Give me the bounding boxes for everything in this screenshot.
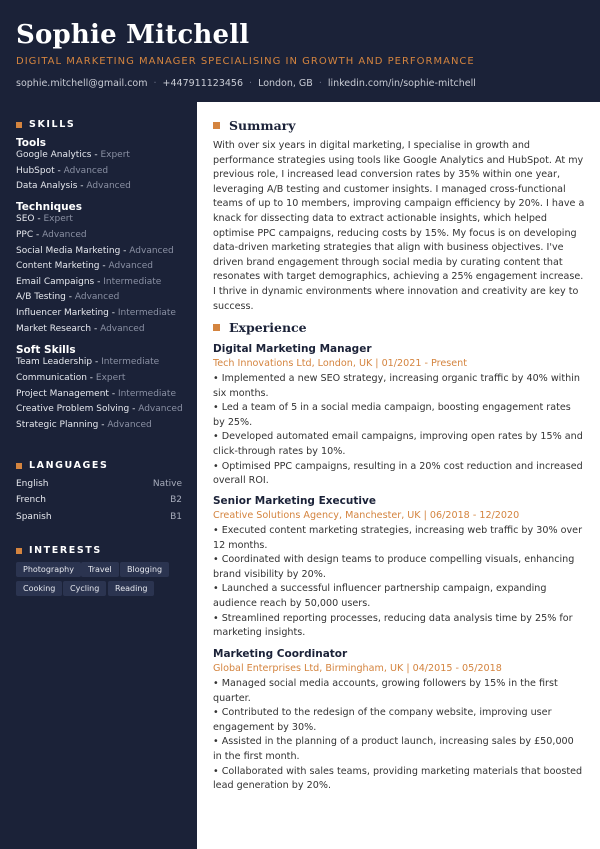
- interest-tag: Blogging: [120, 562, 169, 577]
- skill-item: Social Media Marketing - Advanced: [16, 246, 174, 256]
- skill-item: Project Management - Intermediate: [16, 389, 177, 399]
- job-bullet: • Coordinated with design teams to produce compelling visuals, enhancing brand visibility by 20%.: [213, 553, 585, 582]
- job-bullet: • Launched a successful influencer partnership campaign, expanding audience reach by 50,000 users.: [213, 582, 585, 611]
- skill-item: Strategic Planning - Advanced: [16, 420, 152, 430]
- job-bullets: [213, 677, 585, 794]
- soft-skills-heading: Soft Skills: [16, 344, 76, 356]
- job-bullets: [213, 524, 585, 641]
- interest-tag: Travel: [81, 562, 119, 577]
- techniques-heading: Techniques: [16, 201, 83, 213]
- skills-heading: SKILLS: [16, 119, 75, 130]
- skill-item: Email Campaigns - Intermediate: [16, 277, 162, 287]
- job-company-dates: Creative Solutions Agency, Manchester, UK | 06/2018 - 12/2020: [213, 510, 520, 521]
- candidate-subtitle: DIGITAL MARKETING MANAGER SPECIALISING IN GROWTH AND PERFORMANCE: [16, 56, 475, 67]
- skill-item: Google Analytics - Expert: [16, 150, 130, 160]
- section-marker-icon: [213, 122, 220, 129]
- language-item: English Native: [16, 479, 182, 489]
- interests-heading: INTERESTS: [16, 545, 102, 556]
- job-bullet: • Optimised PPC campaigns, resulting in a 20% cost reduction and increased overall ROI.: [213, 460, 585, 489]
- job-bullet: • Executed content marketing strategies, increasing web traffic by 30% over 12 months.: [213, 524, 585, 553]
- job-bullet: • Led a team of 5 in a social media campaign, boosting engagement rates by 25%.: [213, 401, 585, 430]
- skill-item: HubSpot - Advanced: [16, 166, 109, 176]
- summary-heading: Summary: [213, 118, 296, 133]
- job-bullet: • Developed automated email campaigns, improving open rates by 15% and click-through rates by 10%.: [213, 430, 585, 459]
- email-link[interactable]: sophie.mitchell@gmail.com: [16, 78, 148, 89]
- job-bullet: • Streamlined reporting processes, reducing data analysis time by 25% for marketing insights.: [213, 612, 585, 641]
- skill-item: Data Analysis - Advanced: [16, 181, 131, 191]
- job-bullet: • Assisted in the planning of a product launch, increasing sales by £50,000 in the first month.: [213, 735, 585, 764]
- separator: ·: [249, 78, 253, 89]
- language-item: Spanish B1: [16, 512, 182, 522]
- section-marker-icon: [16, 548, 22, 554]
- sidebar: [0, 102, 197, 849]
- skill-item: PPC - Advanced: [16, 230, 87, 240]
- job-title: Marketing Coordinator: [213, 648, 348, 660]
- skill-item: Team Leadership - Intermediate: [16, 357, 160, 367]
- job-bullet: • Contributed to the redesign of the company website, improving user engagement by 30%.: [213, 706, 585, 735]
- skill-item: Market Research - Advanced: [16, 324, 145, 334]
- job-bullet: • Collaborated with sales teams, providing marketing materials that boosted lead generation by 20%.: [213, 765, 585, 794]
- header: [0, 0, 600, 102]
- job-company-dates: Global Enterprises Ltd, Birmingham, UK | 04/2015 - 05/2018: [213, 663, 502, 674]
- job-company-dates: Tech Innovations Ltd, London, UK | 01/2021 - Present: [213, 358, 467, 369]
- skill-item: Content Marketing - Advanced: [16, 261, 153, 271]
- experience-heading: Experience: [213, 320, 307, 335]
- skill-item: A/B Testing - Advanced: [16, 292, 120, 302]
- separator: ·: [318, 78, 322, 89]
- section-marker-icon: [16, 122, 22, 128]
- summary-text: With over six years in digital marketing, I specialise in growth and performance strategies using tools like Google Analytics and HubSpot. At my previous role, I increased lead conversion rates by 35% within one year, leveraging A/B testing and customer insights. I managed cross-functional teams of up to 10 members, improving campaign efficiency by 20%. I have a knack for dissecting data to extract actionable insights, which helped optimise PPC campaigns, reducing costs by 15%. My focus is on developing data-driven marketing strategies that align with business objectives. I've driven brand engagement through social media by curating content that resonates with target demographics, achieving a 25% engagement increase. I thrive in dynamic environments where innovation and creativity are key to success.: [213, 140, 585, 312]
- tools-heading: Tools: [16, 137, 47, 149]
- interest-tag: Cooking: [16, 581, 62, 596]
- location-text: London, GB: [258, 78, 313, 89]
- language-item: French B2: [16, 495, 182, 505]
- section-marker-icon: [16, 463, 22, 469]
- skill-item: SEO - Expert: [16, 214, 73, 224]
- job-bullet: • Implemented a new SEO strategy, increasing organic traffic by 40% within six months.: [213, 372, 585, 401]
- job-bullets: [213, 372, 585, 489]
- job-title: Senior Marketing Executive: [213, 495, 376, 507]
- section-marker-icon: [213, 324, 220, 331]
- interest-tag: Photography: [16, 562, 81, 577]
- languages-heading: LANGUAGES: [16, 460, 108, 471]
- linkedin-link[interactable]: linkedin.com/in/sophie-mitchell: [327, 78, 476, 89]
- candidate-name: Sophie Mitchell: [16, 20, 250, 50]
- job-bullet: • Managed social media accounts, growing followers by 15% in the first quarter.: [213, 677, 585, 706]
- skill-item: Influencer Marketing - Intermediate: [16, 308, 176, 318]
- skill-item: Creative Problem Solving - Advanced: [16, 404, 183, 414]
- interest-tag: Reading: [108, 581, 154, 596]
- phone-text: +447911123456: [162, 78, 244, 89]
- skill-item: Communication - Expert: [16, 373, 126, 383]
- contact-line: [16, 78, 476, 89]
- job-title: Digital Marketing Manager: [213, 343, 372, 355]
- interest-tag: Cycling: [63, 581, 106, 596]
- separator: ·: [153, 78, 157, 89]
